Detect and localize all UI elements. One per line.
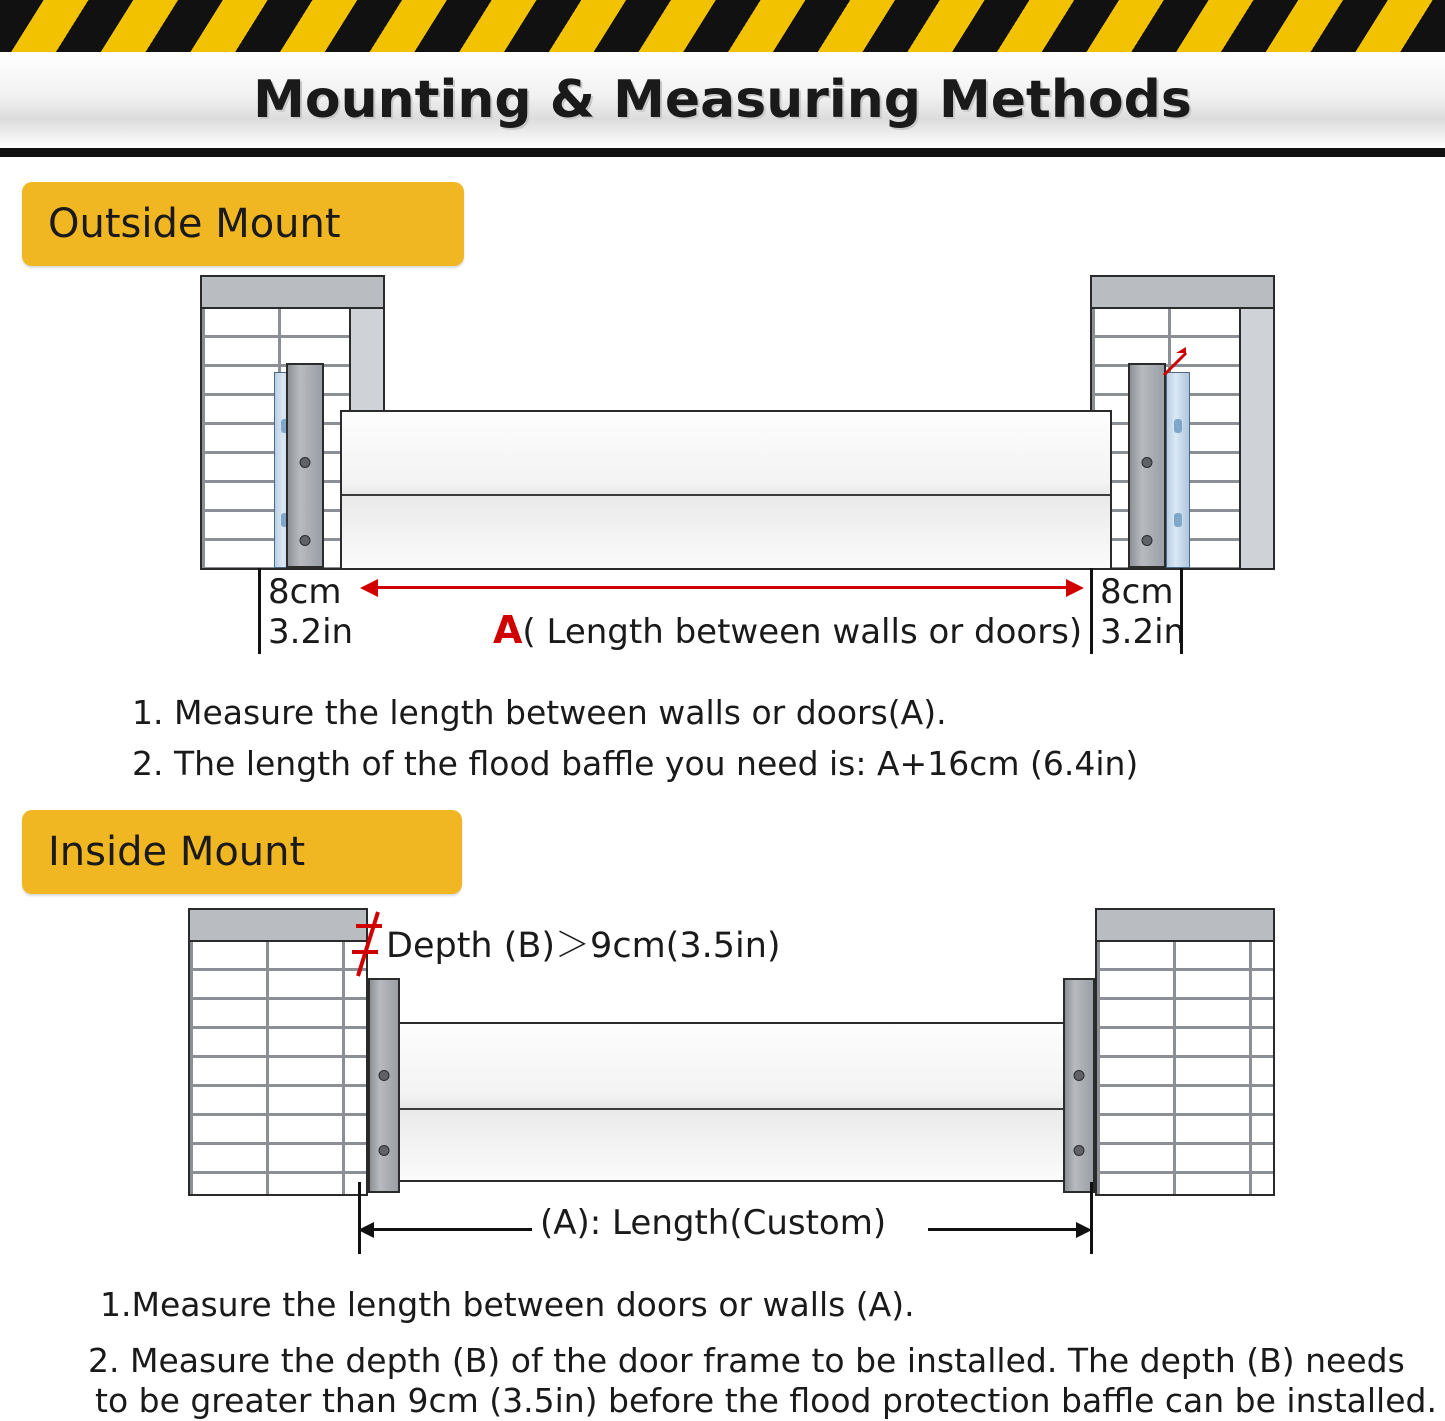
right-mount-bracket-inside [1063, 978, 1095, 1193]
red-pointer-marker-outside [1160, 345, 1190, 379]
section-label-inside-mount [22, 810, 462, 894]
span-label-text: ( Length between walls or doors) [522, 612, 1083, 652]
panel-seam [400, 1108, 1063, 1110]
span-dimension-line-outside [378, 586, 1066, 589]
brick-pillar-left-inside [188, 908, 368, 1196]
flood-baffle-panel-outside [340, 410, 1112, 570]
depth-bracket-marker-inside [348, 908, 390, 980]
screw-icon [379, 1070, 390, 1081]
dim-tick-right-outer-outside [1180, 568, 1183, 654]
dim-right-in: 3.2in [1100, 612, 1186, 652]
left-mount-bracket-inside [368, 978, 400, 1193]
pillar-cap [200, 275, 385, 309]
dim-left-in: 3.2in [268, 612, 354, 652]
depth-requirement-label: Depth (B)＞9cm(3.5in) [386, 926, 781, 966]
span-arrow-left [360, 579, 378, 597]
dim-tick-left-inside [358, 1182, 361, 1254]
screw-icon [1142, 457, 1153, 468]
dim-left-cm: 8cm [268, 572, 342, 612]
brick-pillar-right-inside [1095, 908, 1275, 1196]
dim-right-cm: 8cm [1100, 572, 1174, 612]
flood-baffle-panel-inside [398, 1022, 1065, 1182]
pillar-cap [1095, 908, 1275, 942]
page-title: Mounting & Measuring Methods [253, 70, 1192, 130]
header-band [0, 52, 1445, 157]
section-label-outside-mount-text: Outside Mount [48, 201, 341, 247]
hazard-stripe-banner [0, 0, 1445, 55]
pillar-cap [1090, 275, 1275, 309]
seal-dot [1174, 513, 1182, 527]
inside-step-1: 1.Measure the length between doors or walls (A). [100, 1285, 915, 1324]
screw-icon [1142, 535, 1153, 546]
span-arrow-right [1066, 579, 1084, 597]
span-symbol-A: A [493, 608, 523, 652]
pillar-cap [188, 908, 368, 942]
section-label-outside-mount [22, 182, 464, 266]
screw-icon [300, 457, 311, 468]
inside-step-2-line-1: 2. Measure the depth (B) of the door frame to be installed. The depth (B) needs [88, 1341, 1405, 1380]
span-line-right-inside [928, 1228, 1078, 1231]
span-arrow-left-inside [358, 1222, 374, 1238]
seal-dot [1174, 419, 1182, 433]
span-arrow-right-inside [1076, 1222, 1092, 1238]
pillar-brick-face [188, 940, 368, 1196]
panel-seam [342, 494, 1110, 496]
span-label-outside [493, 608, 1082, 652]
pillar-brick-face [1095, 940, 1275, 1196]
inside-step-2-line-2: to be greater than 9cm (3.5in) before the flood protection baffle can be installed. [95, 1381, 1437, 1420]
screw-icon [379, 1145, 390, 1156]
dim-tick-left-outside [258, 568, 261, 654]
pillar-side-face [1239, 307, 1275, 570]
right-seal-strip-outside [1166, 372, 1190, 568]
screw-icon [1074, 1070, 1085, 1081]
left-mount-bracket-outside [286, 363, 324, 568]
span-line-left-inside [372, 1228, 532, 1231]
screw-icon [1074, 1145, 1085, 1156]
span-label-inside: (A): Length(Custom) [540, 1203, 887, 1243]
dim-tick-right-inside [1090, 1182, 1093, 1254]
outside-step-1: 1. Measure the length between walls or doors(A). [132, 693, 947, 732]
dim-tick-right-outside [1090, 568, 1093, 654]
outside-step-2: 2. The length of the flood baffle you need is: A+16cm (6.4in) [132, 744, 1139, 783]
section-label-inside-mount-text: Inside Mount [48, 829, 306, 875]
right-mount-bracket-outside [1128, 363, 1166, 568]
screw-icon [300, 535, 311, 546]
